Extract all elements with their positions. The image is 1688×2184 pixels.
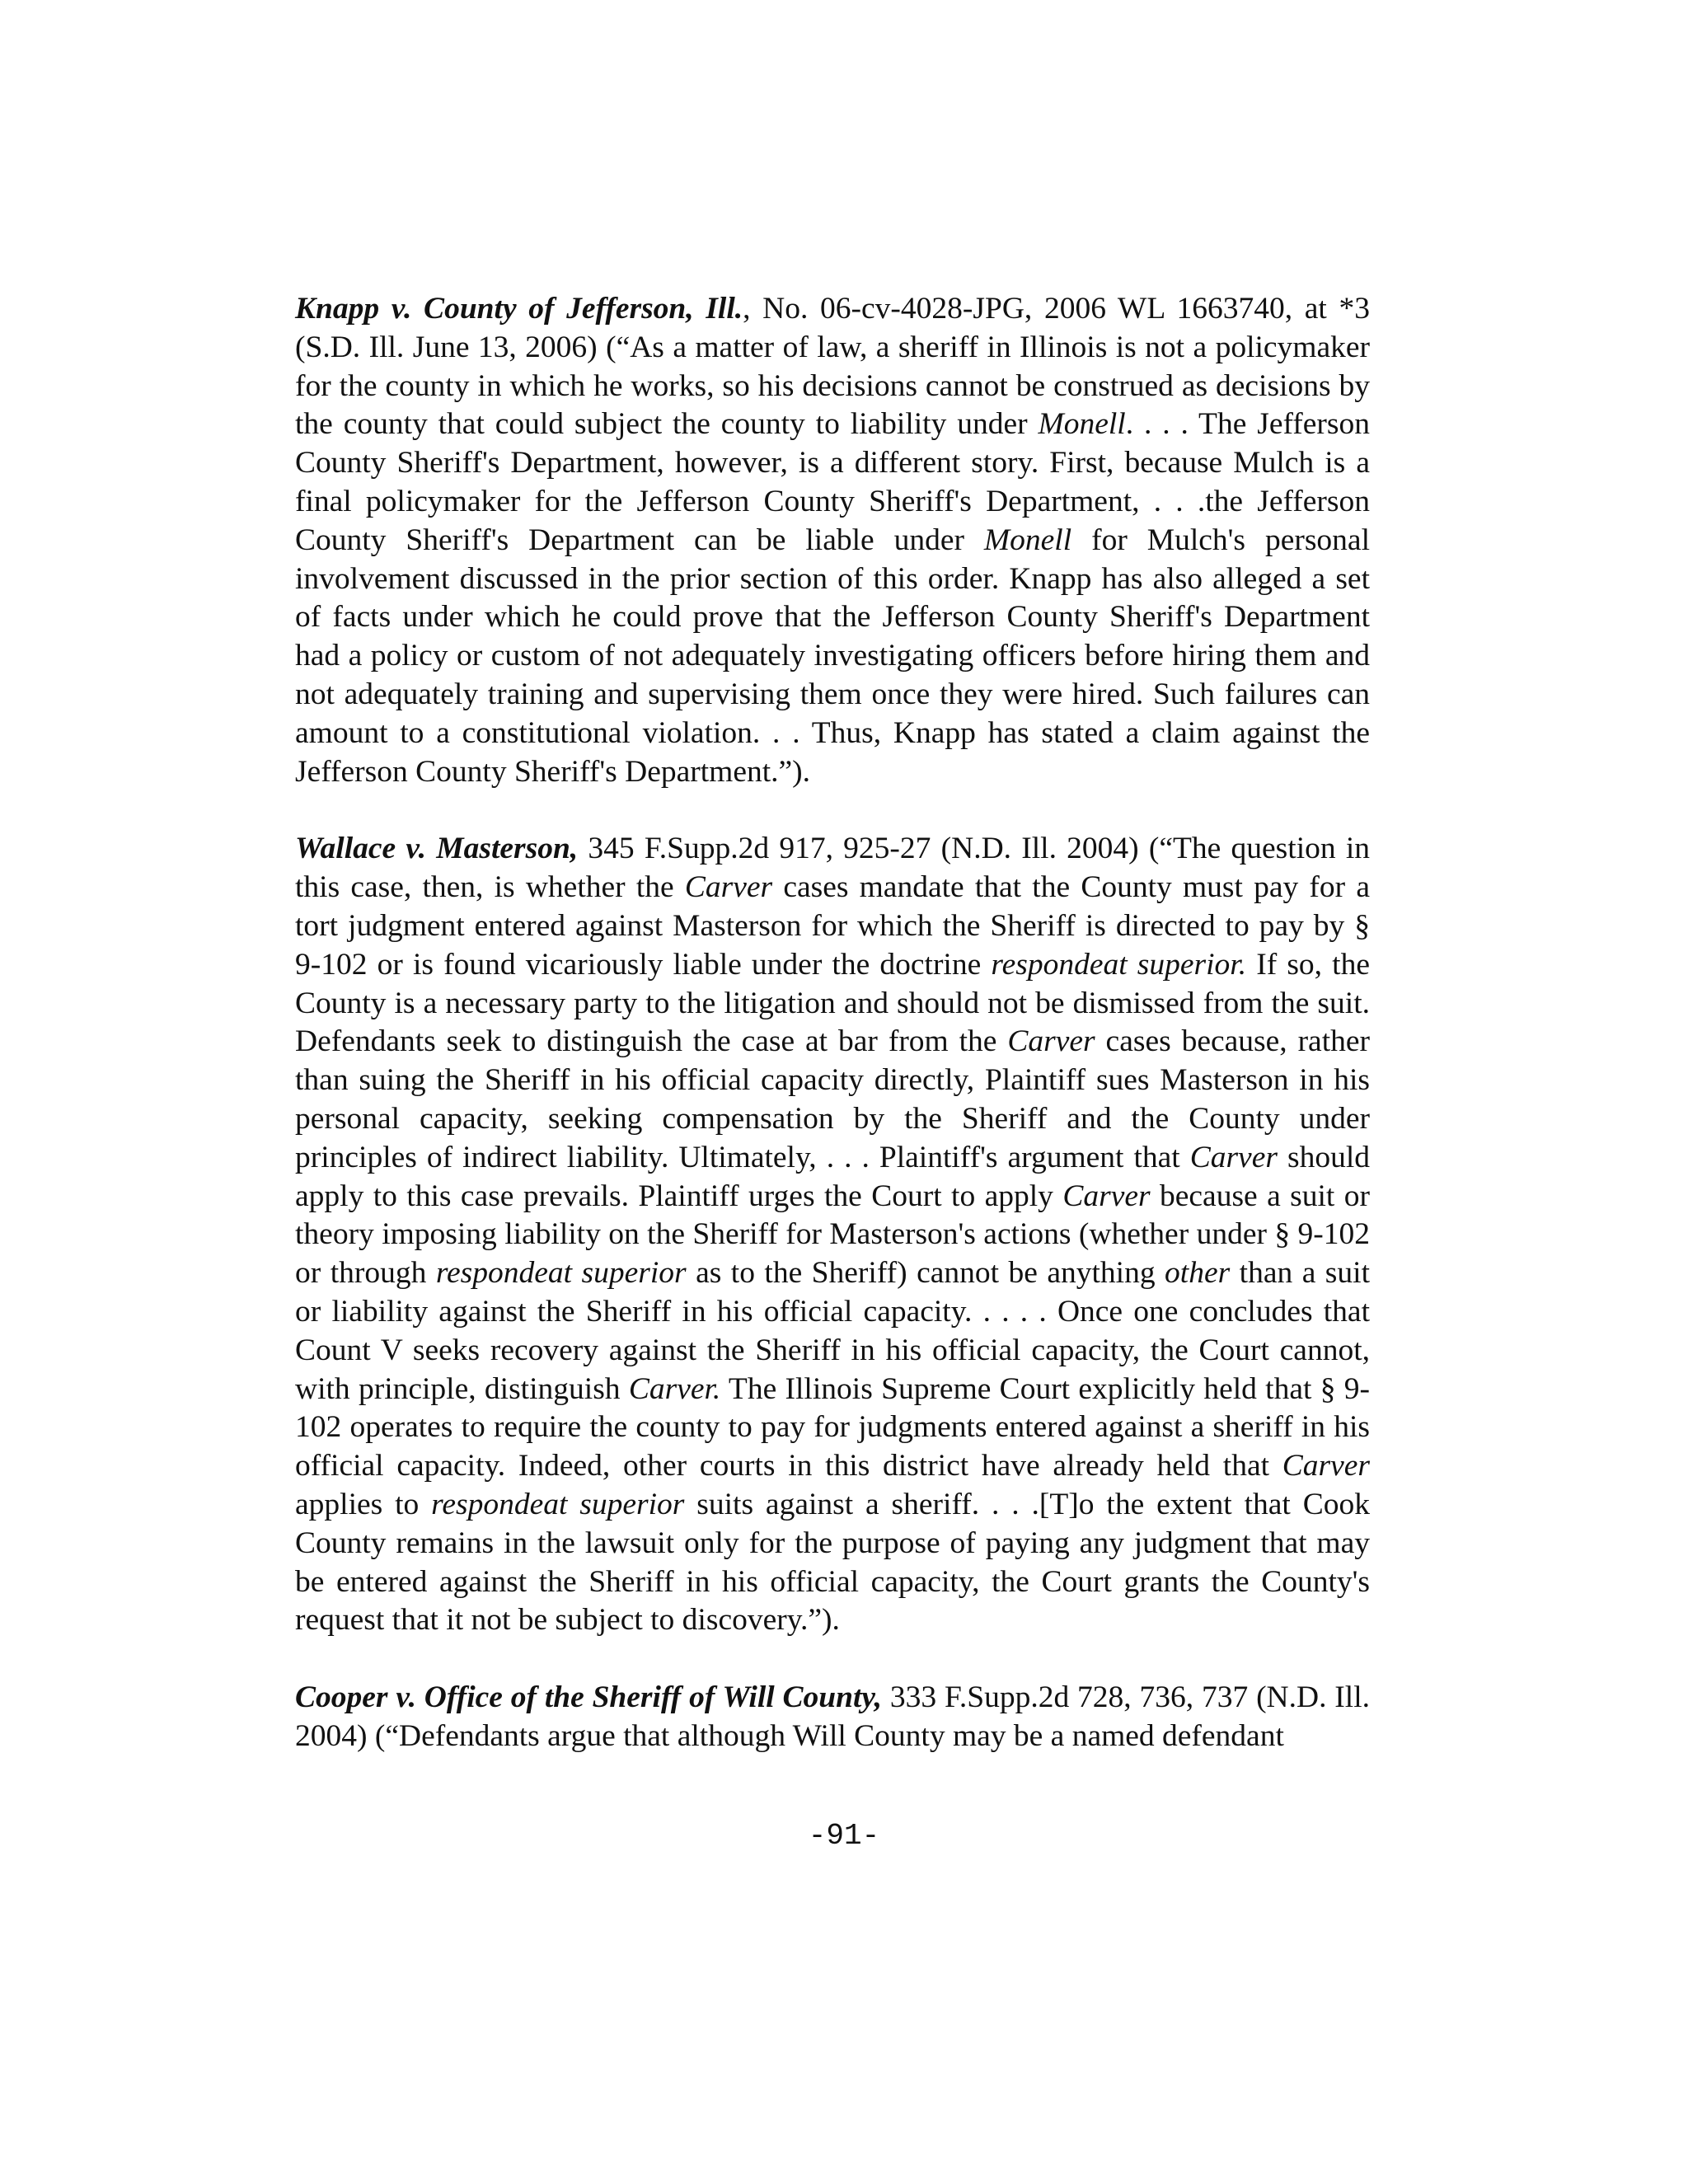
citation-text: as to the Sheriff) cannot be anything bbox=[686, 1256, 1165, 1291]
case-citation-wallace bbox=[295, 830, 1370, 1640]
case-citations-body bbox=[295, 290, 1370, 1795]
case-citation-knapp bbox=[295, 290, 1370, 791]
italic-text: respondeat superior bbox=[435, 1256, 687, 1291]
citation-text: for Mulch's personal involvement discussed in the prior section of this order. Knapp has also alleged a set of facts under which he could prove that the Jefferson County Sheriff's Department had a policy or custom of not adequately investigating officers before hiring them and not adequately training and supervising them once they were hired. Such failures can amount to a constitutional violation. . . Thus, Knapp has stated a claim against the Jefferson County Sheriff's Department.”). bbox=[295, 523, 1370, 789]
citation-text: because a suit or theory imposing liability on the Sheriff for Masterson's actions (whether under § 9-102 or through bbox=[295, 1179, 1370, 1291]
italic-text: Carver bbox=[1189, 1140, 1278, 1174]
page-number: -91- bbox=[808, 1819, 880, 1853]
italic-text: Carver bbox=[1007, 1024, 1095, 1059]
italic-text: Carver bbox=[684, 870, 773, 905]
citation-text: 333 F.Supp.2d 728, 736, 737 (N.D. Ill. 2004) (“Defendants argue that although Will County may be a named defendant bbox=[295, 1680, 1371, 1753]
italic-text: other bbox=[1165, 1256, 1231, 1291]
italic-text: respondeat superior. bbox=[991, 947, 1247, 982]
citation-text: , No. 06-cv-4028-JPG, 2006 WL 1663740, at *3 (S.D. Ill. June 13, 2006) (“As a matter of law, a sheriff in Illinois is not a policymaker for the county in which he works, so his decisions cannot be construed as decisions by the county that could subject the county to liability under bbox=[295, 292, 1370, 442]
italic-text: respondeat superior bbox=[431, 1487, 685, 1521]
case-name: Cooper v. Office of the Sheriff of Will County, bbox=[295, 1680, 883, 1715]
case-name: Knapp v. County of Jefferson, Ill. bbox=[295, 292, 743, 326]
citation-text: applies to bbox=[295, 1487, 432, 1521]
italic-text: Carver bbox=[1282, 1449, 1370, 1483]
citation-text: If so, the County is a necessary party to the litigation and should not be dismissed from the suit. Defendants seek to distinguish the case at bar from the bbox=[295, 947, 1370, 1059]
italic-text: Monell bbox=[1038, 407, 1126, 442]
citation-text: 345 F.Supp.2d 917, 925-27 (N.D. Ill. 2004) (“The question in this case, then, is whether the bbox=[295, 832, 1371, 905]
citation-text: cases mandate that the County must pay for a tort judgment entered against Masterson for which the Sheriff is directed to pay by § 9-102 or is found vicariously liable under the doctrine bbox=[295, 870, 1371, 982]
citation-text: . . . . The Jefferson County Sheriff's Department, however, is a different story. First, because Mulch is a final policymaker for the Jefferson County Sheriff's Department, . . .the Jefferson County Sheriff's Department can be liable under bbox=[295, 407, 1370, 557]
italic-text: Monell bbox=[983, 523, 1072, 557]
case-citation-cooper bbox=[295, 1679, 1370, 1756]
case-name: Wallace v. Masterson, bbox=[295, 832, 579, 866]
citation-text: than a suit or liability against the Sheriff in his official capacity. . . . . Once one concludes that Count V seeks recovery against the Sheriff in his official capacity, the Court cannot, with principle, distinguish bbox=[295, 1256, 1370, 1406]
citation-text: suits against a sheriff. . . .[T]o the extent that Cook County remains in the lawsuit only for the purpose of paying any judgment that may be entered against the Sheriff in his official capacity, the Court grants the County's request that it not be subject to discovery.”). bbox=[295, 1487, 1370, 1638]
citation-text: cases because, rather than suing the Sheriff in his official capacity directly, Plaintiff sues Masterson in his personal capacity, seeking compensation by the Sheriff and the County under principles of indirect liability. Ultimately, . . . Plaintiff's argument that bbox=[295, 1024, 1371, 1174]
italic-text: Carver bbox=[1062, 1179, 1151, 1213]
italic-text: Carver. bbox=[628, 1371, 721, 1406]
citation-text: The Illinois Supreme Court explicitly held that § 9-102 operates to require the county to pay for judgments entered against a sheriff in his official capacity. Indeed, other courts in this district have already held that bbox=[295, 1371, 1370, 1483]
citation-text: should apply to this case prevails. Plaintiff urges the Court to apply bbox=[295, 1140, 1370, 1213]
